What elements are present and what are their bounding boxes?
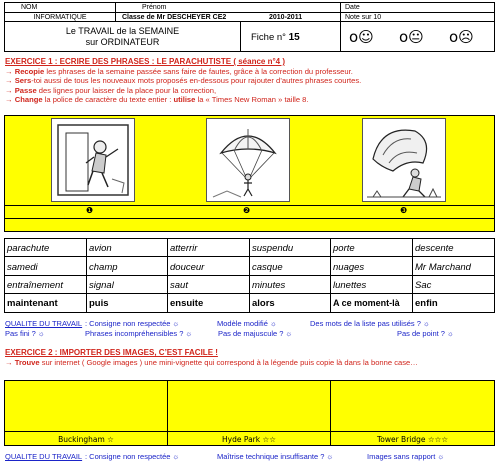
word-cell: porte	[333, 243, 355, 254]
word-cell: atterrir	[170, 243, 198, 254]
qualite-item[interactable]: : Consigne non respectée ☼	[85, 452, 180, 461]
qualite-label: QUALITE DU TRAVAIL	[5, 319, 83, 328]
word-cell: minutes	[252, 280, 286, 291]
word-cell: parachute	[7, 243, 50, 254]
instruction-verb: Sers	[14, 76, 32, 86]
image-drop-zone-2[interactable]	[168, 381, 330, 431]
instruction-verb: Trouve	[14, 358, 40, 367]
picture-number-1: ❶	[86, 206, 94, 215]
word-cell: Sac	[415, 280, 432, 291]
instruction-line: → Sers-toi aussi de tous les nouveaux mots proposés en-dessous pour rajouter d’autres phrases courtes.	[5, 76, 362, 86]
instruction-text: les phrases de la semaine passée sans faire de fautes, grâce à la correction du professeur.	[44, 67, 353, 76]
qualite-item[interactable]: Maîtrise technique insuffisante ? ☼	[217, 452, 334, 461]
qualite-item[interactable]: Pas de point ? ☼	[397, 329, 454, 338]
qualite-item[interactable]: : Consigne non respectée ☼	[85, 319, 180, 328]
divider	[4, 218, 495, 219]
caption-tower-bridge: Tower Bridge ☆☆☆	[376, 434, 449, 444]
year-label: 2010-2011	[269, 14, 303, 21]
instruction-verb: Recopie	[14, 67, 45, 76]
subject-label: INFORMATIQUE	[33, 13, 87, 21]
landing-parachute-image	[363, 119, 445, 201]
word-cell: enfin	[415, 298, 438, 309]
word-cell: puis	[89, 298, 109, 309]
image-drop-zone-1[interactable]	[5, 381, 167, 431]
divider	[4, 431, 495, 432]
instruction-verb: Passe	[14, 85, 37, 95]
classe-label: Classe de Mr DESCHEYER CE2	[122, 14, 227, 21]
picture-frame-3[interactable]	[362, 118, 446, 202]
picture-frame-1[interactable]	[51, 118, 135, 202]
image-drop-zone-3[interactable]	[331, 381, 494, 431]
prenom-label: Prénom	[142, 4, 167, 11]
title-cell	[4, 21, 241, 52]
skydiver-plane-image	[52, 119, 134, 201]
word-cell: champ	[89, 262, 118, 273]
page-title-line2: sur ORDINATEUR	[85, 37, 160, 47]
word-cell: douceur	[170, 262, 205, 273]
exercice1-instructions	[5, 67, 497, 104]
qualite-item[interactable]: Phrases incompréhensibles ? ☼	[85, 329, 193, 338]
instruction-text: la police de caractère du texte entier :	[42, 94, 174, 104]
exercice2-title: EXERCICE 2 : IMPORTER DES IMAGES, C’EST FACILE !	[5, 348, 218, 357]
qualite-item[interactable]: Pas de majuscule ? ☼	[218, 329, 293, 338]
sad-smiley-icon[interactable]: o☹	[449, 28, 474, 46]
word-cell: ensuite	[170, 298, 204, 309]
qualite-item[interactable]: Images sans rapport ☼	[367, 452, 445, 461]
word-cell: nuages	[333, 262, 365, 273]
instruction-text: -toi aussi de tous les nouveaux mots proposés en-dessous pour rajouter d’autres phrases courtes.	[31, 76, 362, 86]
exercice1-title: EXERCICE 1 : ECRIRE DES PHRASES : LE PARACHUTISTE ( séance n°4 )	[5, 57, 285, 66]
nom-label: NOM	[21, 4, 38, 11]
happy-smiley-icon[interactable]: o☺	[349, 28, 374, 46]
date-label: Date	[345, 4, 360, 11]
picture-number-2: ❷	[243, 206, 251, 215]
instruction-text: des lignes pour laisser de la place pour la correction,	[36, 85, 217, 95]
qualite-item[interactable]: Des mots de la liste pas utilisés ? ☼	[310, 319, 430, 328]
word-cell: Mr Marchand	[415, 262, 471, 273]
word-cell: A ce moment-là	[333, 298, 400, 308]
word-cell: lunettes	[333, 280, 367, 291]
caption-buckingham: Buckingham ☆	[58, 434, 114, 444]
instruction-verb: utilise	[173, 94, 196, 104]
word-cell: avion	[89, 243, 112, 254]
picture-frame-2[interactable]	[206, 118, 290, 202]
qualite-section-2	[5, 452, 497, 464]
fiche-number: 15	[288, 32, 300, 43]
qualite-item[interactable]: Modèle modifié ☼	[217, 319, 277, 328]
fiche-cell	[240, 21, 341, 52]
qualite-label: QUALITE DU TRAVAIL	[5, 452, 83, 461]
instruction-verb: Change	[14, 94, 43, 104]
qualite-item[interactable]: Pas fini ? ☼	[5, 329, 45, 338]
picture-number-3: ❸	[400, 206, 408, 215]
word-cell: saut	[170, 280, 188, 291]
instruction-text: la « Times New Roman » taille 8.	[195, 94, 309, 104]
instruction-line: → Passe des lignes pour laisser de la place pour la correction,	[5, 85, 217, 95]
word-cell: samedi	[7, 262, 38, 273]
page-title-line1: Le TRAVAIL de la SEMAINE	[65, 26, 180, 36]
parachutist-image	[207, 119, 289, 201]
word-cell: descente	[415, 243, 454, 254]
word-cell: casque	[252, 262, 283, 273]
word-cell: suspendu	[252, 243, 294, 254]
word-cell: maintenant	[7, 298, 58, 309]
instruction-line: → Recopie les phrases de la semaine passée sans faire de fautes, grâce à la correction du professeur.	[5, 67, 353, 76]
note-label: Note sur 10	[345, 14, 382, 21]
smiley-cell	[340, 21, 495, 52]
word-cell: entraînement	[7, 280, 63, 291]
caption-hyde-park: Hyde Park ☆☆	[222, 434, 276, 444]
exercice2-instruction: → Trouve sur internet ( Google images ) une mini-vignette qui correspond à la légende puis copie là dans la bonne case…	[5, 358, 418, 367]
instruction-text: sur internet ( Google images ) une mini-vignette qui correspond à la légende puis copie là dans la bonne case…	[39, 358, 418, 367]
word-cell: signal	[89, 280, 114, 291]
neutral-smiley-icon[interactable]: o😐	[399, 28, 424, 46]
word-cell: alors	[252, 298, 275, 309]
instruction-line: → Change la police de caractère du texte entier : utilise la « Times New Roman » taille 8.	[5, 94, 309, 104]
fiche-label: Fiche n°	[251, 32, 286, 43]
